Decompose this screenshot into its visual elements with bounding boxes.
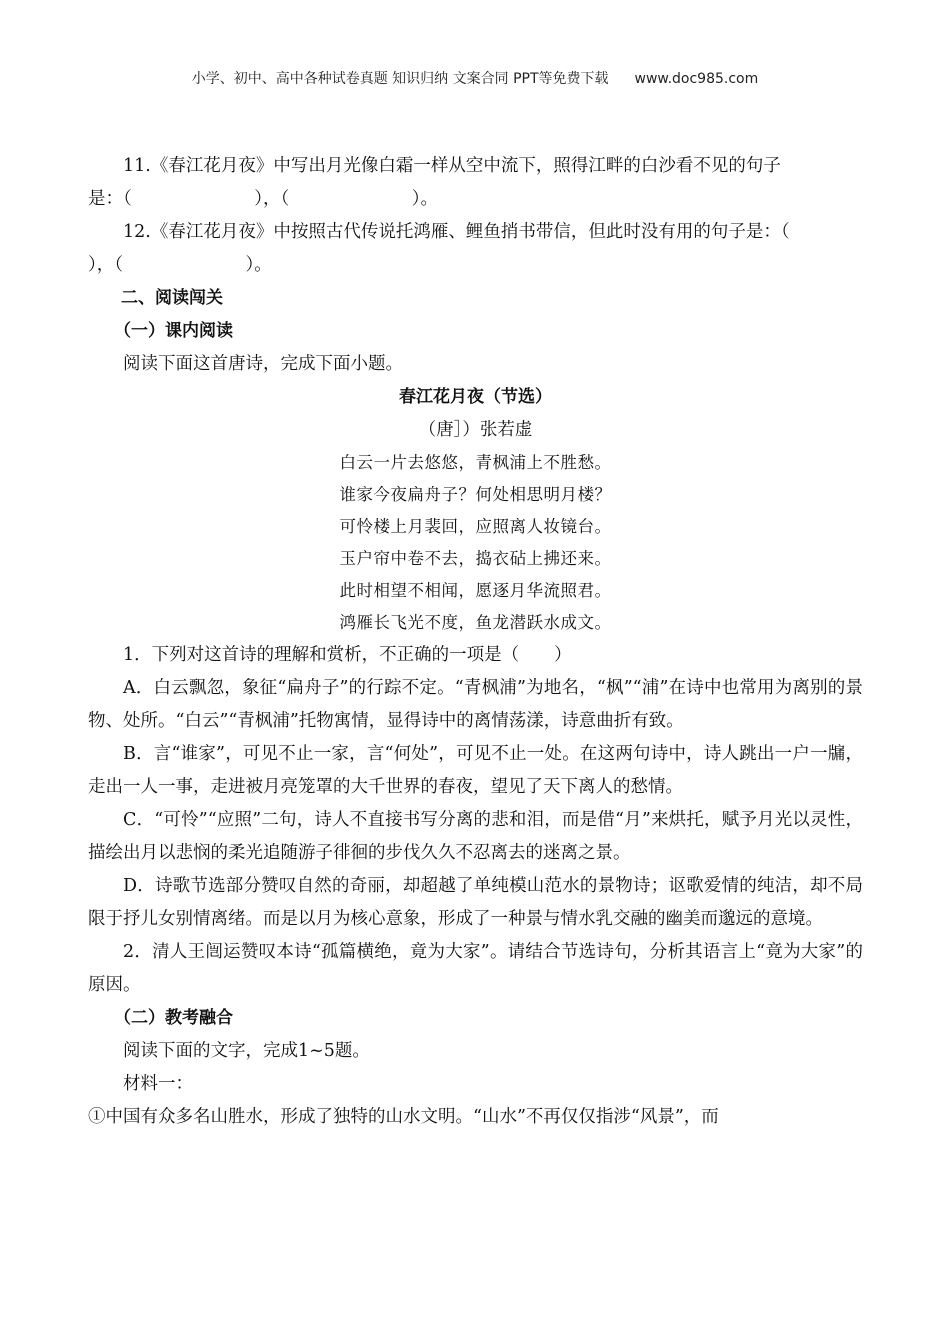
question-12-line1: 12.《春江花月夜》中按照古代传说托鸿雁、鲤鱼捎书带信，但此时没有用的句子是：（ <box>123 222 790 242</box>
material-paragraph-1: ①中国有众多名山胜水，形成了独特的山水文明。“山水”不再仅仅指涉“风景”，而 <box>88 1107 719 1127</box>
material-label: 材料一： <box>123 1074 193 1094</box>
poem-author: （唐］）张若虚 <box>418 420 533 440</box>
section-title: 二、阅读闯关 <box>121 288 223 308</box>
part1-intro: 阅读下面这首唐诗，完成下面小题。 <box>123 354 403 374</box>
option-d: D．诗歌节选部分赞叹自然的奇丽，却超越了单纯模山范水的景物诗；讴歌爱情的纯洁，却不局限于抒儿女别情离绪。而是以月为核心意象，形成了一种景与情水乳交融的幽美而邈远的意境。 <box>88 876 863 929</box>
option-b: B．言“谁家”，可见不止一家，言“何处”，可见不止一处。在这两句诗中，诗人跳出一户一牖，走出一人一事，走进被月亮笼罩的大千世界的春夜，望见了天下离人的愁情。 <box>88 744 863 797</box>
question-1: 1．下列对这首诗的理解和赏析，不正确的一项是（ ） <box>123 645 572 665</box>
part2-intro: 阅读下面的文字，完成1~5题。 <box>123 1041 370 1061</box>
option-c: C．“可怜”“应照”二句，诗人不直接书写分离的悲和泪，而是借“月”来烘托，赋予月光以灵性，描绘出月以悲悯的柔光追随游子徘徊的步伐久久不忍离去的迷离之景。 <box>88 810 863 863</box>
poem-line: 白云一片去悠悠，青枫浦上不胜愁。 <box>339 453 612 472</box>
header-text: 小学、初中、高中各种试卷真题 知识归纳 文案合同 PPT等免费下载 <box>191 71 609 87</box>
option-a: A．白云飘忽，象征“扁舟子”的行踪不定。“青枫浦”为地名，“枫”“浦”在诗中也常用为离别的景物、处所。“白云”“青枫浦”托物寓情，显得诗中的离情荡漾，诗意曲折有致。 <box>88 678 863 731</box>
poem-line: 可怜楼上月裴回，应照离人妆镜台。 <box>339 517 612 536</box>
poem-line: 鸿雁长飞光不度，鱼龙潜跃水成文。 <box>339 613 612 632</box>
header-url[interactable]: www.doc985.com <box>634 71 759 87</box>
part2-title: （二）教考融合 <box>114 1008 233 1028</box>
question-11-line2: 是：（ ），（ ）。 <box>88 189 438 209</box>
poem-line: 此时相望不相闻，愿逐月华流照君。 <box>339 581 612 600</box>
page-header <box>0 68 950 88</box>
document-body <box>88 150 863 1134</box>
question-2: 2．清人王闿运赞叹本诗“孤篇横绝，竟为大家”。请结合节选诗句，分析其语言上“竟为大家”的原因。 <box>88 942 863 995</box>
poem-line: 谁家今夜扁舟子？何处相思明月楼？ <box>339 485 612 504</box>
poem-body <box>88 447 863 639</box>
question-11-line1: 11.《春江花月夜》中写出月光像白霜一样从空中流下，照得江畔的白沙看不见的句子 <box>123 156 781 176</box>
poem-line: 玉户帘中卷不去，捣衣砧上拂还来。 <box>339 549 612 568</box>
part1-title: （一）课内阅读 <box>114 321 233 341</box>
question-12-line2: ），（ ）。 <box>88 255 272 275</box>
poem-title: 春江花月夜（节选） <box>399 387 552 407</box>
